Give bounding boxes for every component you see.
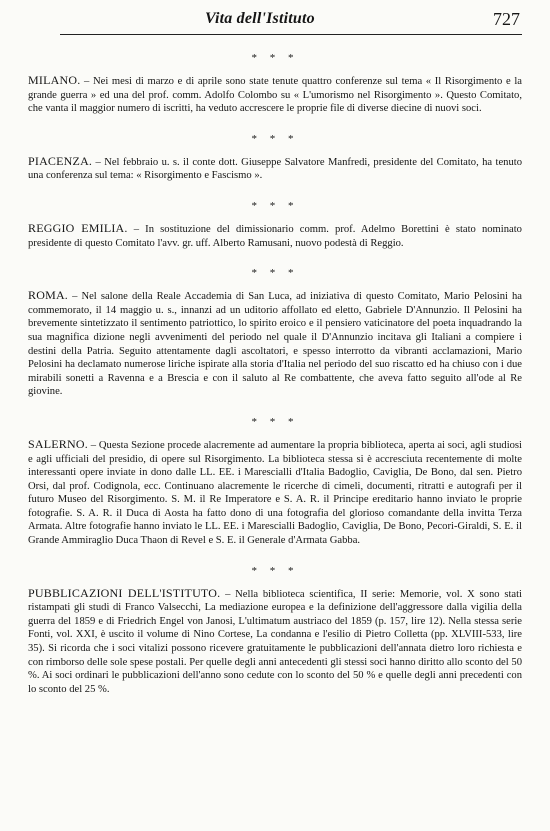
section-pubblicazioni	[28, 587, 522, 697]
page-header	[60, 8, 522, 35]
section-piacenza	[28, 155, 522, 183]
section-divider: * * *	[251, 132, 299, 145]
section-heading: PUBBLICAZIONI DELL'ISTITUTO.	[28, 585, 221, 600]
section-divider: * * *	[251, 564, 299, 577]
section-text: – Nei mesi di marzo e di aprile sono state tenute quattro conferenze sul tema « Il Risorgimento e la grande guerra » ed una del prof. comm. Adolfo Colombo su « L'umorismo nel Risorgimento ». Questo Comitato, che vanta il maggior numero di iscritti, ha veduto accrescere le proprie file di diverse diecine di nuovi soci.	[28, 76, 522, 115]
section-divider: * * *	[251, 52, 299, 64]
section-divider: * * *	[251, 199, 299, 212]
running-title: Vita dell'Istituto	[205, 10, 315, 27]
section-text: – Nel salone della Reale Accademia di San Luca, ad iniziativa di questo Comitato, Mario Pelosini ha commemorato, il 14 maggio u. s., innanzi ad un uditorio affollato ed eletto, Gabriele D'Annunzio. Il Pelosini ha brevemente sintetizzato il sentimento patriottico, lo spirito eroico e il pensiero vaticinatore del poeta inquadrando la sua magnifica dizione negli avvenimenti del periodo nel quale il D'Annunzio incitava gli Italiani a compiere i destini della Patria. Seguito attentamente dagli ascoltatori, e spesso interrotto da vibranti acclamazioni, Mario Pelosini ha declamato numerose liriche ispirate alla storia d'Italia nel periodo del suo riscatto ed ha chiuso con i due mirabili sonetti a Ravenna e a Brescia e con il saluto al Re combattente, che aveva fatto seguito all'ode al Re giovine.	[28, 291, 522, 398]
section-heading: REGGIO EMILIA.	[28, 220, 128, 235]
section-text: – Questa Sezione procede alacremente ad aumentare la propria biblioteca, aperta ai soci, agli studiosi e agli ufficiali del presidio, di opere sul Risorgimento. La biblioteca stessa si è accresciuta recentemente di molte interessanti opere inviate in dono dalle LL. EE. i Marescialli d'Italia Badoglio, Caviglia, De Bono, dal sen. Pietro Orsi, dal prof. Codignola, ecc. Continuano alacremente le ricerche di cimeli, documenti, ritratti e autografi per il futuro Museo del Risorgimento. S. M. il Re Imperatore e S. A. R. il Principe ereditario hanno inviato le proprie fotografie. S. A. R. il Duca di Aosta ha fatto dono di una fotografia del glorioso comandante della invitta Terza Armata. Altre fotografie hanno inviato le LL. EE. i Marescialli Badoglio, Caviglia, De Bono, Pecori-Giraldi, S. E. il Grande Ammiraglio Duca Thaon di Revel e S. E. il Generale d'Armata Gabba.	[28, 439, 522, 547]
page-number: 727	[493, 9, 520, 29]
section-salerno	[28, 438, 522, 548]
section-heading: PIACENZA.	[28, 153, 93, 168]
section-roma	[28, 289, 522, 399]
section-text: – In sostituzione del dimissionario comm. prof. Adelmo Borettini è stato nominato presidente di questo Comitato l'avv. gr. uff. Alberto Ramusani, nuovo podestà di Reggio.	[28, 223, 522, 249]
section-divider: * * *	[251, 267, 299, 280]
section-heading: MILANO.	[28, 73, 81, 87]
section-milano	[28, 74, 522, 116]
section-heading: SALERNO.	[28, 436, 88, 451]
document-body	[28, 52, 522, 713]
section-text: – Nel febbraio u. s. il conte dott. Giuseppe Salvatore Manfredi, presidente del Comitato, ha tenuto una conferenza sul tema: « Risorgimento e Fascismo ».	[28, 156, 522, 182]
section-heading: ROMA.	[28, 288, 69, 303]
section-divider: * * *	[251, 415, 299, 428]
section-reggio-emilia	[28, 222, 522, 250]
section-text: – Nella biblioteca scientifica, II serie: Memorie, vol. X sono stati ristampati gli studi di Franco Valsecchi, La mediazione europea e la definizione dell'aggressore dalla vigilia della guerra del 1859 e di Friedrich Engel von Janosi, L'ultimatum austriaco del 1859 (p. 157, lire 12). Nella stessa serie Fonti, vol. XXI, è uscito il volume di Nino Cortese, La condanna e l'esilio di Pietro Colletta (pp. XLVIII-533, lire 35). Si ricorda che i soci vitalizi possono ricevere gratuitamente le pubblicazioni dell'annata dietro loro richiesta e con rimborso delle sole spese postali. Per quelle degli anni antecedenti gli stessi soci hanno diritto allo sconto del 50 %. Ai soci ordinari le pubblicazioni dell'anno sono cedute con lo sconto del 50 % e quelle degli anni precedenti con lo sconto del 25 %.	[28, 588, 522, 695]
